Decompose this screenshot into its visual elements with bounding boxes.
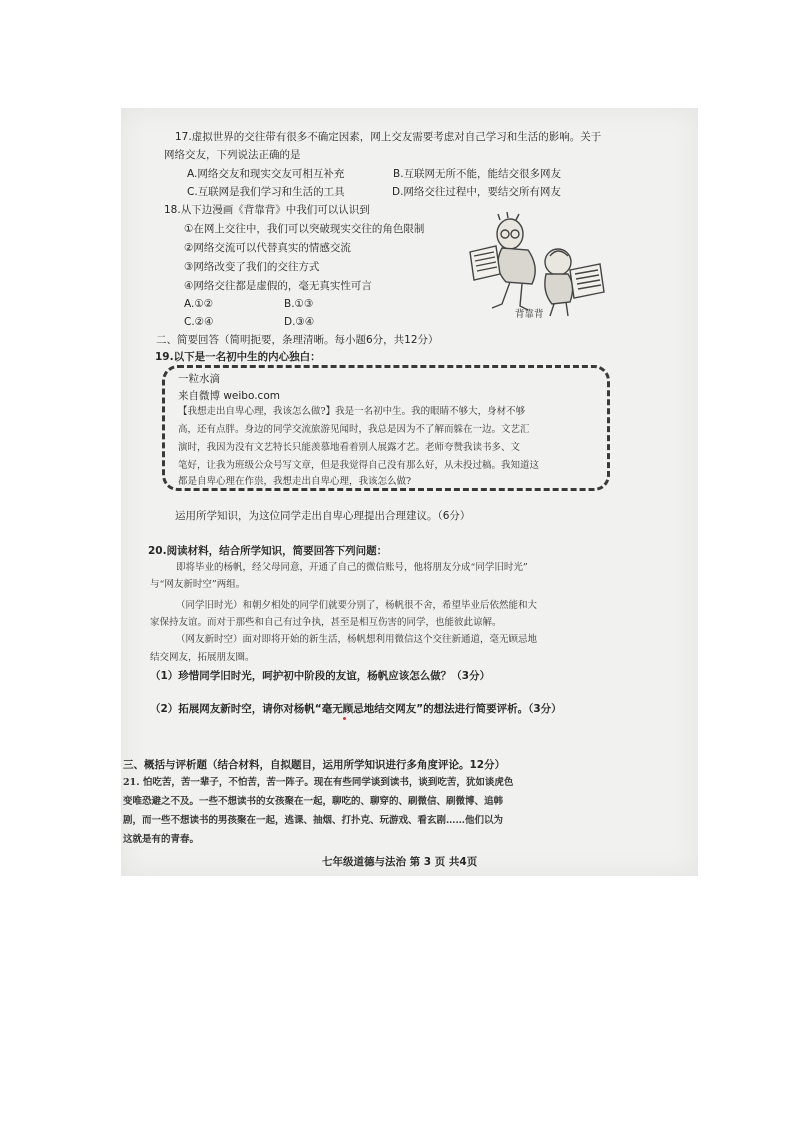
q18-stem: 18.从下边漫画《背靠背》中我们可以认识到 [164, 204, 370, 216]
bubble-line-4: 笔好，让我为班级公众号写文章，但是我觉得自己没有那么好，从未投过稿。我知道这 [178, 460, 540, 471]
bubble-line-5: 都是自卑心理在作祟，我想走出自卑心理，我该怎么做? [178, 476, 412, 487]
q21-line-4: 这就是有的青春。 [123, 834, 200, 845]
q20-material-1: 即将毕业的杨帆，经父母同意，开通了自己的微信账号，他将朋友分成“同学旧时光” [176, 562, 528, 573]
q18-option-b: B.①③ [284, 298, 314, 310]
q20-material-2: 与“网友新时空”两组。 [150, 579, 246, 590]
bubble-line-2: 高，还有点胖。身边的同学交流旅游见闻时，我总是因为不了解而躲在一边。文艺汇 [178, 424, 530, 435]
q18-item-3: ③网络改变了我们的交往方式 [184, 261, 320, 273]
q20-material-3: （同学旧时光）和朝夕相处的同学们就要分别了，杨帆很不舍，希望毕业后依然能和大 [176, 600, 538, 611]
bubble-line-3: 演时，我因为没有文艺特长只能羡慕地看着别人展露才艺。老师夸赞我读书多、文 [178, 442, 521, 453]
q20-material-5: （网友新时空）面对即将开始的新生活，杨帆想利用微信这个交往新通道，毫无顾忌地 [176, 634, 538, 645]
q20-material-4: 家保持友谊。而对于那些和自己有过争执，甚至是相互伤害的同学，也能彼此谅解。 [150, 617, 502, 628]
ink-dot [343, 717, 346, 720]
q21-line-3: 剧，而一些不想读书的男孩聚在一起，逃课、抽烟、打扑克、玩游戏、看玄剧……他们以为 [123, 815, 504, 826]
section-3-heading: 三、概括与评析题（结合材料，自拟题目，运用所学知识进行多角度评论。12分） [123, 759, 506, 771]
q20-sub-question-1: （1）珍惜同学旧时光，呵护初中阶段的友谊，杨帆应该怎么做？（3分） [150, 670, 491, 682]
back-to-back-cartoon [462, 212, 612, 322]
q20-stem: 20.阅读材料，结合所学知识，简要回答下列问题： [148, 545, 388, 557]
bubble-title: 一粒水滴 [178, 373, 220, 385]
q20-material-6: 结交网友，拓展朋友圈。 [150, 652, 255, 663]
q17-option-d: D.网络交往过程中，要结交所有网友 [392, 186, 561, 198]
section-2-heading: 二、简要回答（简明扼要，条理清晰。每小题6分，共12分） [156, 334, 439, 346]
q18-option-d: D.③④ [284, 316, 315, 328]
q17-option-b: B.互联网无所不能，能结交很多网友 [393, 168, 562, 180]
q18-item-2: ②网络交流可以代替真实的情感交流 [184, 242, 351, 254]
q21-line-1: 21. 怕吃苦，苦一辈子，不怕苦，苦一阵子。现在有些同学谈到读书，谈到吃苦，犹如谈虎色 [123, 777, 514, 788]
q20-sub-question-2: （2）拓展网友新时空，请你对杨帆“毫无顾忌地结交网友”的想法进行简要评析。（3分） [150, 703, 562, 715]
bubble-source: 来自微博 weibo.com [178, 390, 280, 402]
q18-option-c: C.②④ [184, 316, 214, 328]
q17-option-c: C.互联网是我们学习和生活的工具 [187, 186, 345, 198]
q17-stem-line2: 网络交友，下列说法正确的是 [164, 149, 301, 161]
q18-item-4: ④网络交往都是虚假的，毫无真实性可言 [184, 280, 372, 292]
page-footer: 七年级道德与法治 第 3 页 共4页 [322, 856, 478, 868]
q18-option-a: A.①② [184, 298, 214, 310]
q21-line-2: 变唯恐避之不及。一些不想读书的女孩聚在一起，聊吃的、聊穿的、刷微信、刷微博、追韩 [123, 796, 504, 807]
q19-question: 运用所学知识，为这位同学走出自卑心理提出合理建议。（6分） [175, 510, 471, 522]
q17-stem-line1: 17.虚拟世界的交往带有很多不确定因素，网上交友需要考虑对自己学习和生活的影响。关于 [175, 131, 602, 143]
bubble-line-1: 【我想走出自卑心理，我该怎么做?】我是一名初中生。我的眼睛不够大，身材不够 [178, 406, 526, 417]
cartoon-caption: 背靠背 [515, 309, 544, 320]
q17-option-a: A.网络交友和现实交友可相互补充 [187, 168, 345, 180]
q18-item-1: ①在网上交往中，我们可以突破现实交往的角色限制 [184, 223, 425, 235]
q19-stem: 19.以下是一名初中生的内心独白： [155, 351, 321, 363]
